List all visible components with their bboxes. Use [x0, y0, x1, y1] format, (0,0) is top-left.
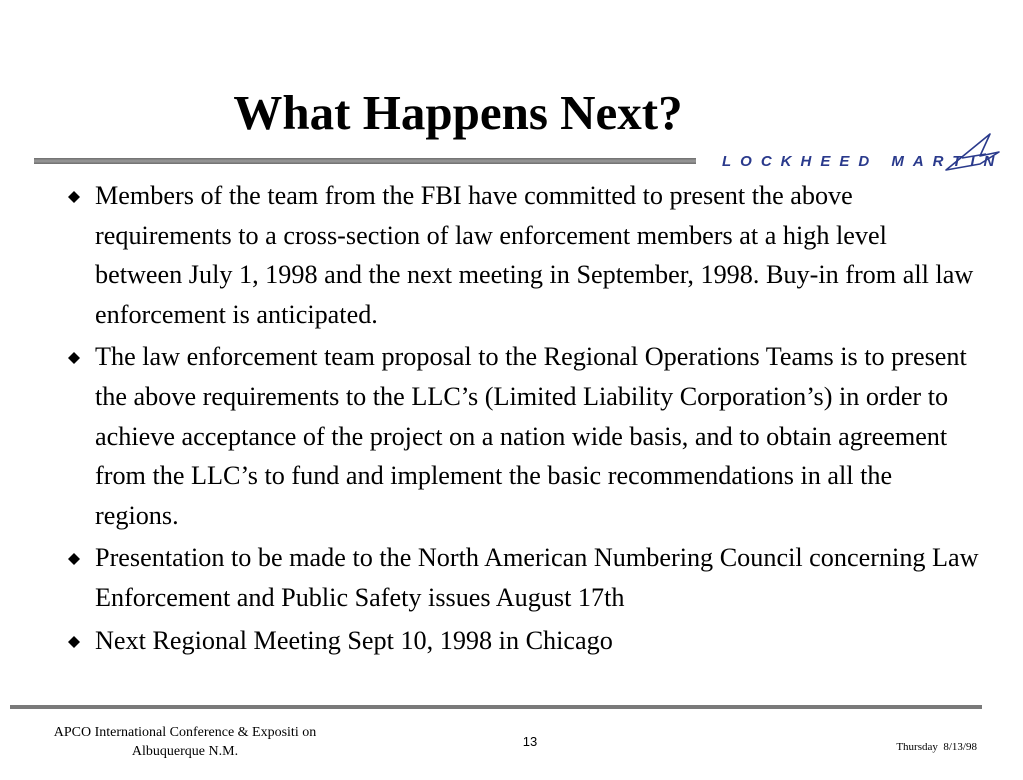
title-divider	[34, 158, 696, 164]
bullet-item	[62, 621, 980, 661]
footer-conference	[30, 723, 340, 761]
footer-conference-line2: Albuquerque N.M.	[131, 744, 239, 759]
page-number: 13	[522, 734, 538, 749]
footer-divider	[10, 705, 982, 709]
bullet-list	[62, 176, 980, 663]
footer-date: Thursday 8/13/98	[896, 741, 977, 753]
diamond-bullet-icon	[68, 352, 80, 364]
logo-wordmark: LOCKHEED MARTIN	[722, 153, 1003, 170]
bullet-text: The law enforcement team proposal to the Regional Operations Teams is to present the above requirements to the LLC’s (Limited Liability Corporation’s) in order to achieve acceptance of the project on a nation wide basis, and to obtain agreement from the LLC’s to fund and implement the basic recommendations in all the regions.	[95, 342, 967, 530]
bullet-text: Members of the team from the FBI have committed to present the above requirements to a cross-section of law enforcement members at a high level between July 1, 1998 and the next meeting in September, 1998. Buy-in from all law enforcement is anticipated.	[95, 181, 974, 329]
slide-title: What Happens Next?	[233, 85, 683, 140]
diamond-bullet-icon	[68, 636, 80, 648]
bullet-item	[62, 337, 980, 535]
bullet-text: Next Regional Meeting Sept 10, 1998 in Chicago	[95, 625, 613, 655]
diamond-bullet-icon	[68, 191, 80, 203]
diamond-bullet-icon	[68, 553, 80, 565]
bullet-item	[62, 176, 980, 334]
bullet-text: Presentation to be made to the North American Numbering Council concerning Law Enforcement and Public Safety issues August 17th	[95, 543, 979, 612]
footer-conference-line1: APCO International Conference & Expositi on	[53, 725, 317, 740]
bullet-item	[62, 538, 980, 617]
